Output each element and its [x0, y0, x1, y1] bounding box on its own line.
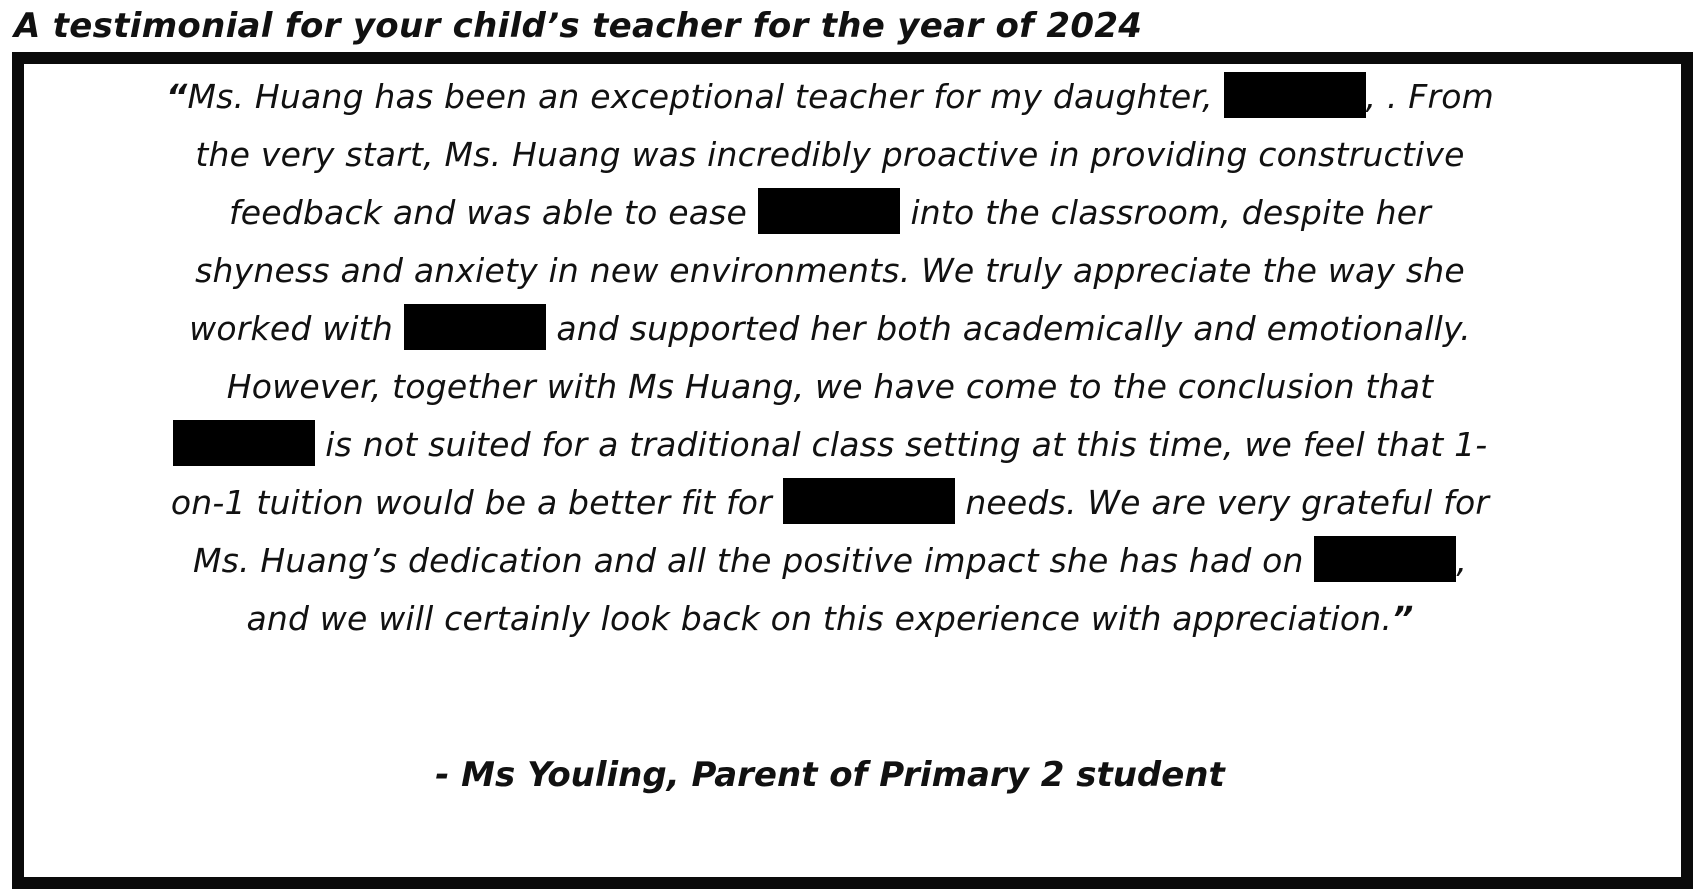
- quote-line: the very start, Ms. Huang was incredibly proactive in providing constructive: [195, 135, 1465, 174]
- quote-line: [30, 184, 1630, 242]
- quote-line: [30, 532, 1630, 590]
- quote-line: [30, 590, 1630, 648]
- redaction-block: [783, 478, 955, 524]
- quote-line: However, together with Ms Huang, we have come to the conclusion that: [226, 367, 1434, 406]
- quote-text: ,: [1456, 541, 1468, 580]
- quote-line: [30, 300, 1630, 358]
- testimonial-signature: - Ms Youling, Parent of Primary 2 student: [435, 755, 1225, 795]
- redaction-block: [404, 304, 546, 350]
- redaction-block: [173, 420, 315, 466]
- page-heading: A testimonial for your child’s teacher for the year of 2024: [14, 6, 1143, 46]
- close-quote-mark: ”: [1392, 599, 1414, 638]
- redaction-block: [758, 188, 900, 234]
- testimonial-quote: [30, 68, 1630, 648]
- redaction-block: [1224, 72, 1366, 118]
- quote-text: into the classroom, despite her: [899, 193, 1432, 232]
- quote-text: Ms. Huang has been an exceptional teacher for my daughter,: [187, 77, 1224, 116]
- quote-text: on-1 tuition would be a better fit for: [170, 483, 783, 522]
- quote-line: [30, 474, 1630, 532]
- quote-text: is not suited for a traditional class setting at this time, we feel that 1-: [314, 425, 1488, 464]
- quote-text: Ms. Huang’s dedication and all the positive impact she has had on: [192, 541, 1315, 580]
- redaction-block: [1314, 536, 1456, 582]
- quote-line: shyness and anxiety in new environments. We truly appreciate the way she: [195, 251, 1465, 290]
- quote-text: , . From: [1365, 77, 1494, 116]
- quote-text: worked with: [189, 309, 404, 348]
- quote-text: feedback and was able to ease: [228, 193, 758, 232]
- quote-text: needs. We are very grateful for: [954, 483, 1490, 522]
- quote-text: and we will certainly look back on this experience with appreciation.: [246, 599, 1393, 638]
- open-quote-mark: “: [165, 77, 188, 116]
- quote-line: [30, 68, 1630, 126]
- quote-line: [30, 416, 1630, 474]
- quote-text: and supported her both academically and emotionally.: [545, 309, 1471, 348]
